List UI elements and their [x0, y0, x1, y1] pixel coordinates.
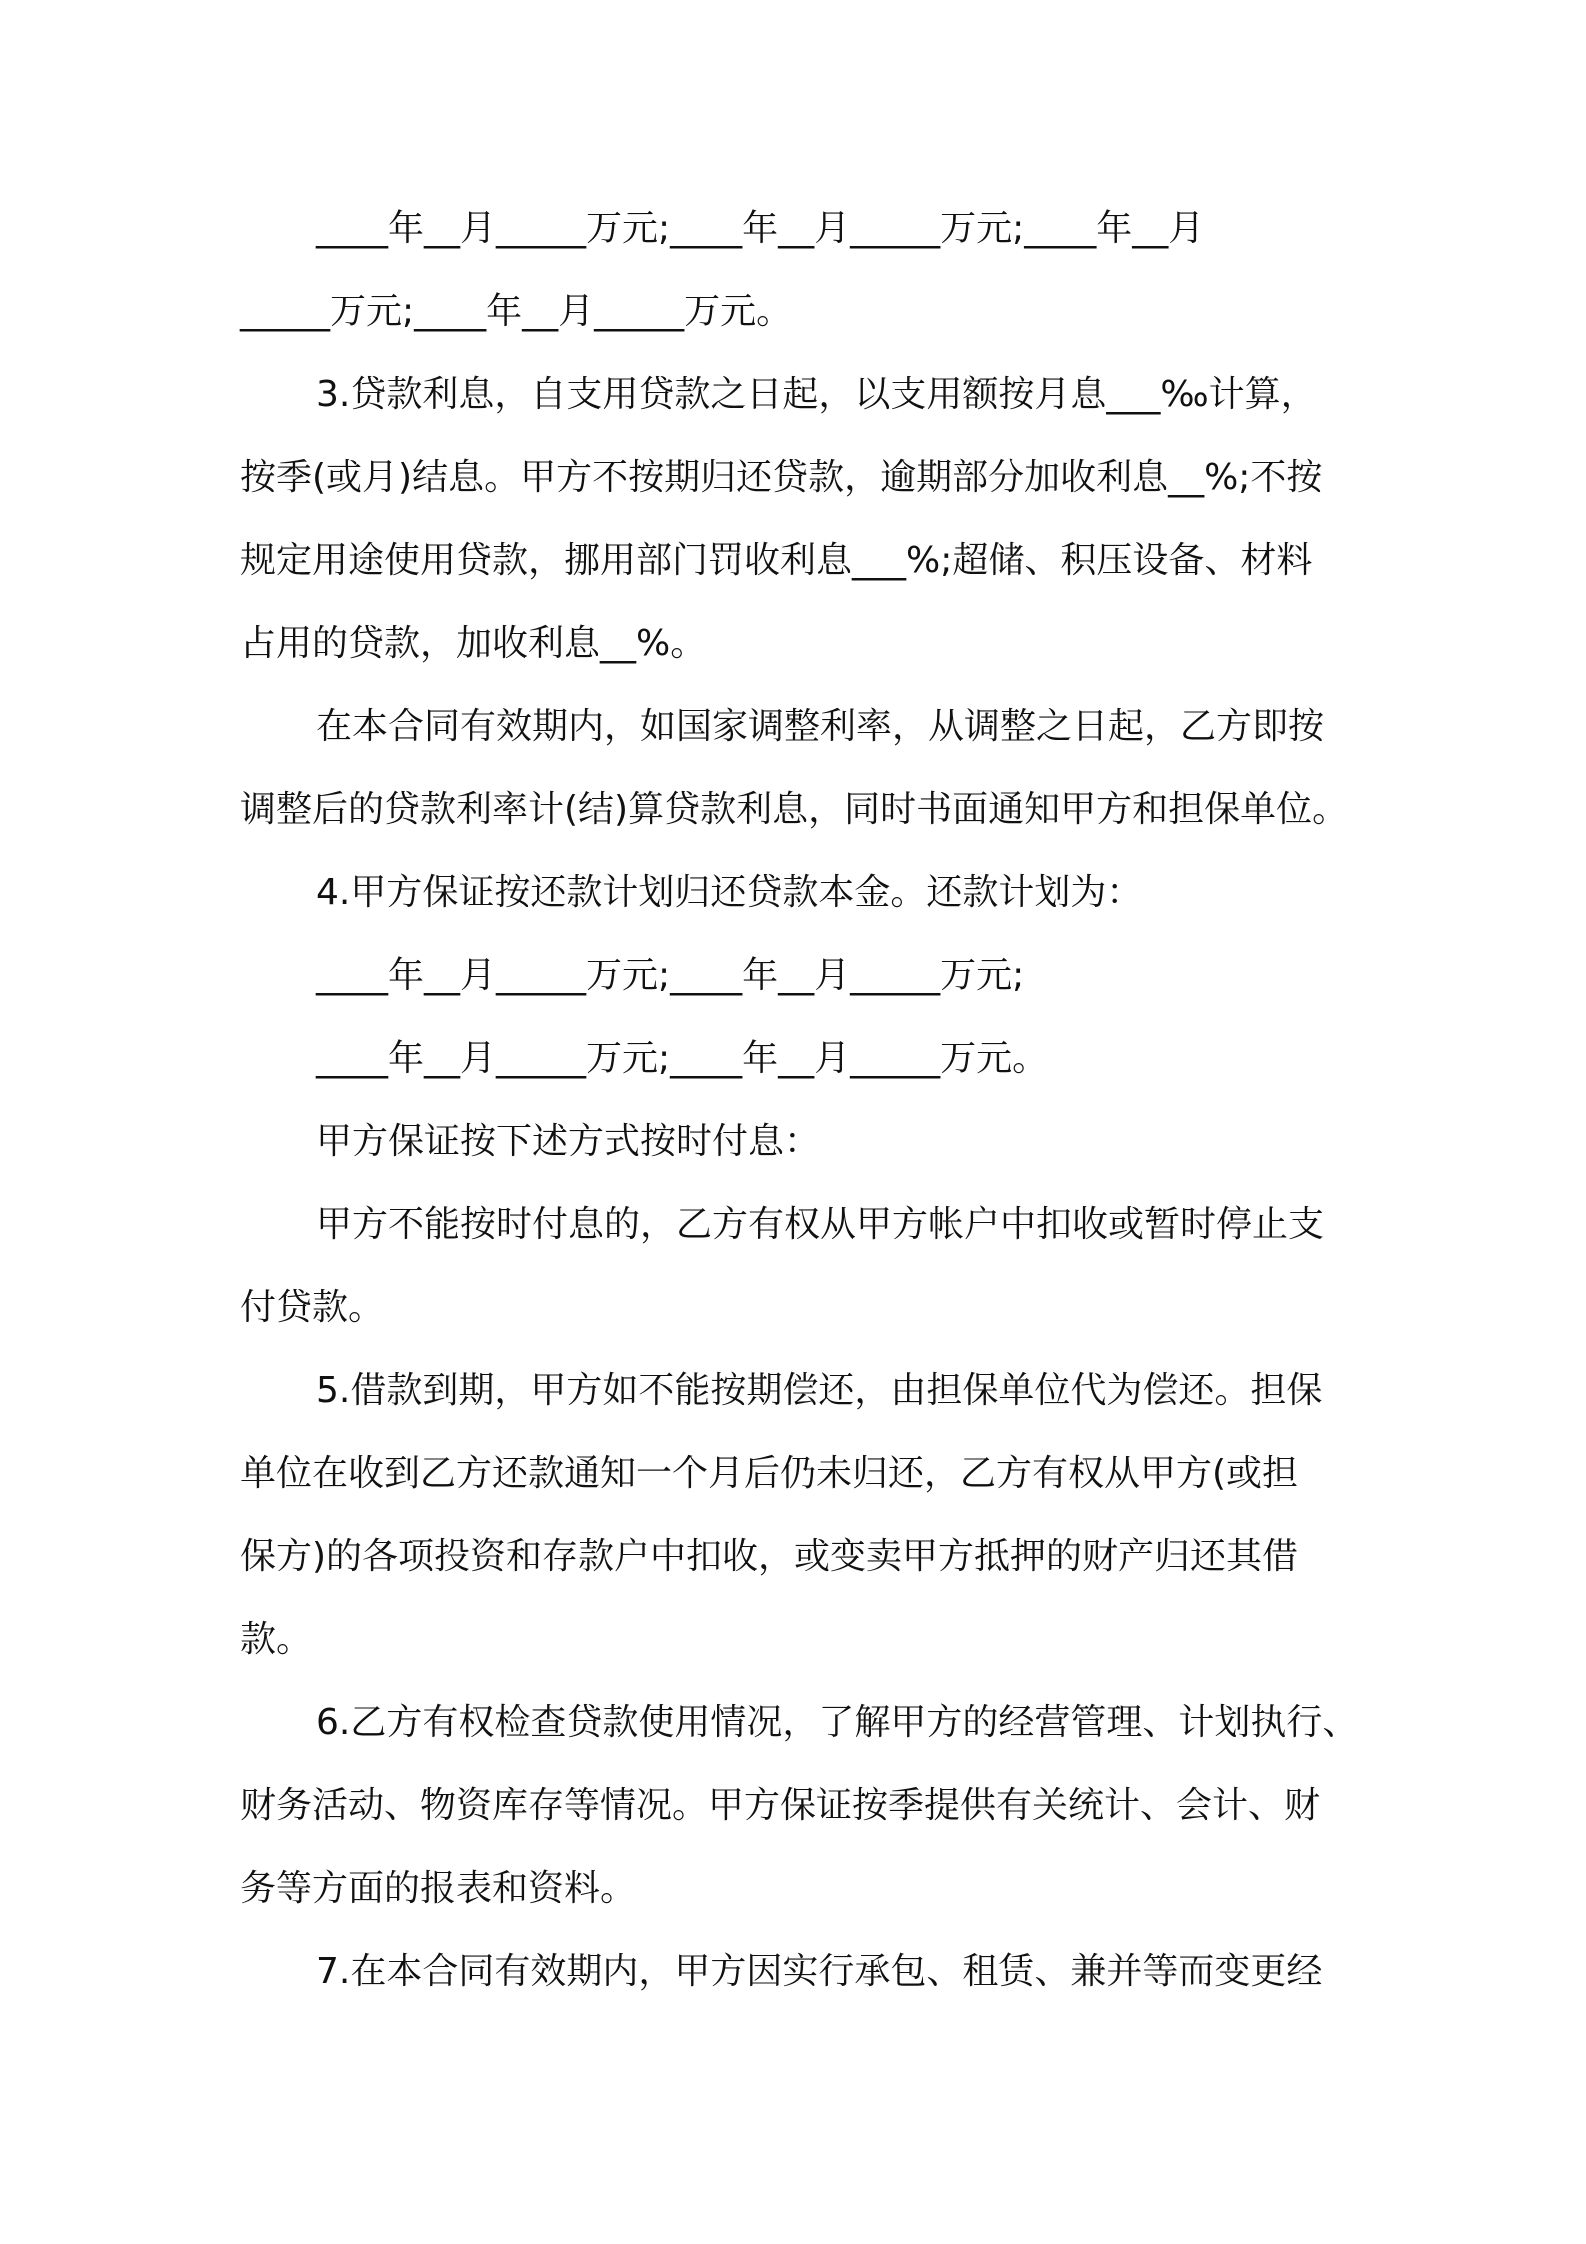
- text-line: 在本合同有效期内，如国家调整利率，从调整之日起，乙方即按: [316, 706, 1325, 747]
- text-line: ____年__月_____万元;____年__月_____万元。: [316, 1038, 1049, 1079]
- text-line: ____年__月_____万元;____年__月_____万元;____年__月: [316, 208, 1205, 249]
- text-line: 规定用途使用贷款，挪用部门罚收利息___%;超储、积压设备、材料: [240, 540, 1313, 581]
- text-line: 调整后的贷款利率计(结)算贷款利息，同时书面通知甲方和担保单位。: [240, 789, 1349, 830]
- clause-4-line: 4.甲方保证按还款计划归还贷款本金。还款计划为：: [316, 872, 1143, 913]
- text-line: 甲方保证按下述方式按时付息：: [316, 1121, 821, 1162]
- text-line: 按季(或月)结息。甲方不按期归还贷款，逾期部分加收利息__%;不按: [240, 457, 1323, 498]
- clause-7-line: 7.在本合同有效期内，甲方因实行承包、租赁、兼并等而变更经: [316, 1951, 1323, 1992]
- text-line: 占用的贷款，加收利息__%。: [240, 623, 707, 664]
- text-line: ____年__月_____万元;____年__月_____万元;: [316, 955, 1025, 996]
- text-line: _____万元;____年__月_____万元。: [240, 291, 793, 332]
- text-line: 保方)的各项投资和存款户中扣收，或变卖甲方抵押的财产归还其借: [240, 1536, 1299, 1577]
- text-line: 财务活动、物资库存等情况。甲方保证按季提供有关统计、会计、财: [240, 1785, 1321, 1826]
- clause-5-line: 5.借款到期，甲方如不能按期偿还，由担保单位代为偿还。担保: [316, 1370, 1323, 1411]
- text-line: 付贷款。: [240, 1287, 385, 1328]
- text-line: 单位在收到乙方还款通知一个月后仍未归还，乙方有权从甲方(或担: [240, 1453, 1299, 1494]
- text-line: 务等方面的报表和资料。: [240, 1868, 637, 1909]
- clause-3-line: 3.贷款利息，自支用贷款之日起，以支用额按月息___‰计算，: [316, 374, 1317, 415]
- text-line: 甲方不能按时付息的，乙方有权从甲方帐户中扣收或暂时停止支: [316, 1204, 1325, 1245]
- clause-6-line: 6.乙方有权检查贷款使用情况，了解甲方的经营管理、计划执行、: [316, 1702, 1359, 1743]
- text-line: 款。: [240, 1619, 313, 1660]
